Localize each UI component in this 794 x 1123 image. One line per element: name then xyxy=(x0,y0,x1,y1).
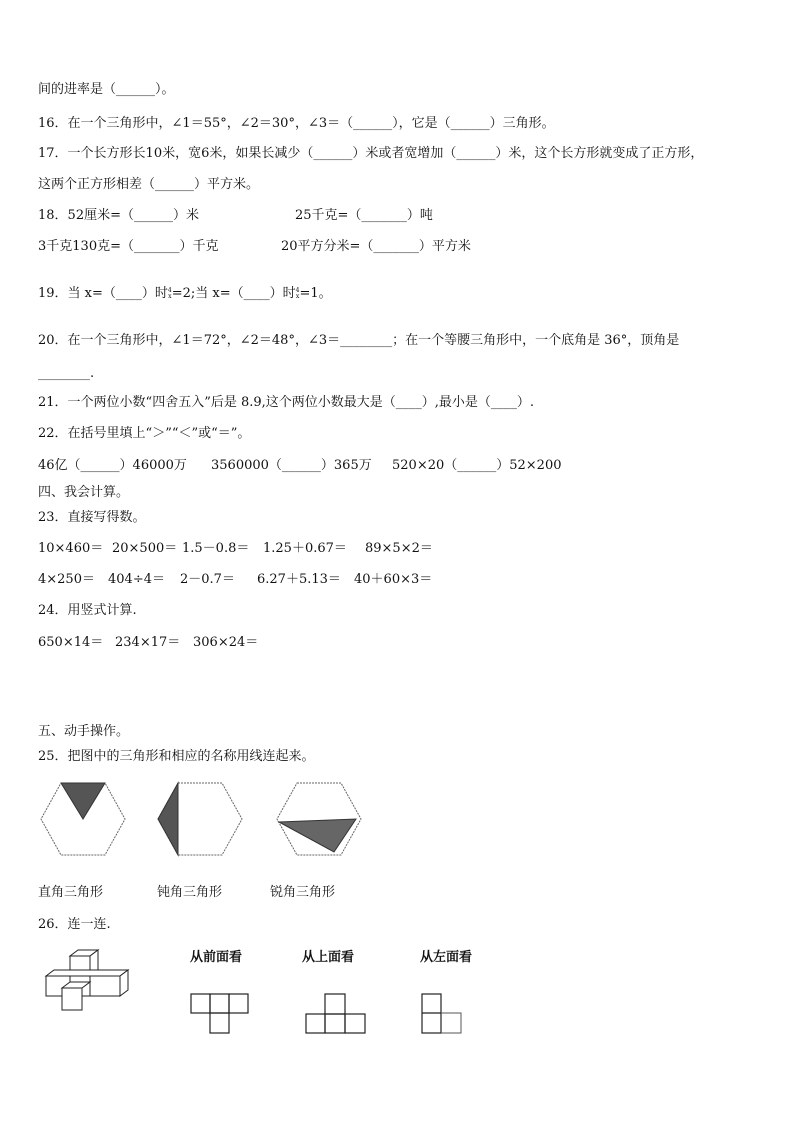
q22-compare-b: 3560000（______）365万 xyxy=(211,458,372,473)
hexagon-figure-1 xyxy=(40,782,126,856)
question-18-b1: 3千克130克=（_______）千克 xyxy=(38,239,219,254)
fraction-numerator: 4 xyxy=(167,286,172,294)
question-23: 23．直接写得数。 xyxy=(38,510,146,525)
q23-r2-item: 4×250＝ xyxy=(38,572,95,587)
section-4-title: 四、我会计算。 xyxy=(38,485,130,500)
q23-r1-item: 1.25＋0.67＝ xyxy=(263,541,347,556)
q24-item: 306×24＝ xyxy=(193,635,259,650)
section-5-title: 五、动手操作。 xyxy=(38,724,130,739)
hexagon-figure-2 xyxy=(157,782,243,856)
label-right-triangle: 直角三角形 xyxy=(38,885,104,900)
view-top-diagram xyxy=(305,993,367,1035)
q22-compare-a: 46亿（______）46000万 xyxy=(38,458,187,473)
question-18-a2: 25千克=（_______）吨 xyxy=(295,208,433,223)
cube-stack-figure xyxy=(44,946,138,1016)
question-26: 26．连一连. xyxy=(38,917,111,932)
question-20-line2: ________. xyxy=(38,366,95,381)
q15-tail: 间的进率是（______）。 xyxy=(38,82,175,97)
question-16: 16．在一个三角形中，∠1＝55°，∠2＝30°，∠3＝（______），它是（______）三角形。 xyxy=(38,116,555,131)
q23-r1-item: 1.5－0.8＝ xyxy=(182,541,250,556)
question-18-b2: 20平方分米=（_______）平方米 xyxy=(281,239,471,254)
q24-item: 650×14＝ xyxy=(38,635,104,650)
view-label-top: 从上面看 xyxy=(302,950,355,965)
view-front-diagram xyxy=(190,993,250,1035)
hexagon-figure-3 xyxy=(276,782,362,856)
q22-compare-c: 520×20（______）52×200 xyxy=(392,458,562,473)
q23-r1-item: 20×500＝ xyxy=(112,541,178,556)
question-25: 25．把图中的三角形和相应的名称用线连起来。 xyxy=(38,749,315,764)
q23-r2-item: 404÷4＝ xyxy=(108,572,165,587)
q19-part1: 19．当 x=（____）时 xyxy=(38,286,168,301)
q19-part2: =2;当 x=（____）时 xyxy=(171,286,296,301)
q19-part3: =1。 xyxy=(299,286,332,301)
q23-r2-item: 40＋60×3＝ xyxy=(354,572,433,587)
label-obtuse-triangle: 钝角三角形 xyxy=(157,885,223,900)
view-label-front: 从前面看 xyxy=(190,950,243,965)
fraction-numerator: 4 xyxy=(295,286,300,294)
question-18-a1: 18．52厘米=（______）米 xyxy=(38,208,199,223)
label-acute-triangle: 锐角三角形 xyxy=(270,885,336,900)
view-left-diagram xyxy=(421,993,465,1035)
q23-r2-item: 6.27＋5.13＝ xyxy=(257,572,341,587)
q24-item: 234×17＝ xyxy=(115,635,181,650)
view-label-left: 从左面看 xyxy=(420,950,473,965)
q23-r2-item: 2－0.7＝ xyxy=(180,572,235,587)
fraction-denominator: x xyxy=(295,292,300,300)
q23-r1-item: 10×460＝ xyxy=(38,541,104,556)
question-24: 24．用竖式计算. xyxy=(38,603,137,618)
fraction-denominator: x xyxy=(168,292,172,300)
question-19 xyxy=(38,286,332,302)
question-22: 22．在括号里填上“＞”“＜”或“＝”。 xyxy=(38,426,251,441)
question-20-line1: 20．在一个三角形中，∠1＝72°，∠2＝48°，∠3＝________；在一个等腰三角形中，一个底角是 36°，顶角是 xyxy=(38,333,680,348)
q23-r1-item: 89×5×2＝ xyxy=(365,541,433,556)
question-17-line2: 这两个正方形相差（______）平方米。 xyxy=(38,177,260,192)
question-17-line1: 17．一个长方形长10米，宽6米，如果长减少（______）米或者宽增加（______）米，这个长方形就变成了正方形， xyxy=(38,146,704,161)
question-21: 21．一个两位小数“四舍五入”后是 8.9,这个两位小数最大是（____）,最小是（____）. xyxy=(38,395,535,410)
